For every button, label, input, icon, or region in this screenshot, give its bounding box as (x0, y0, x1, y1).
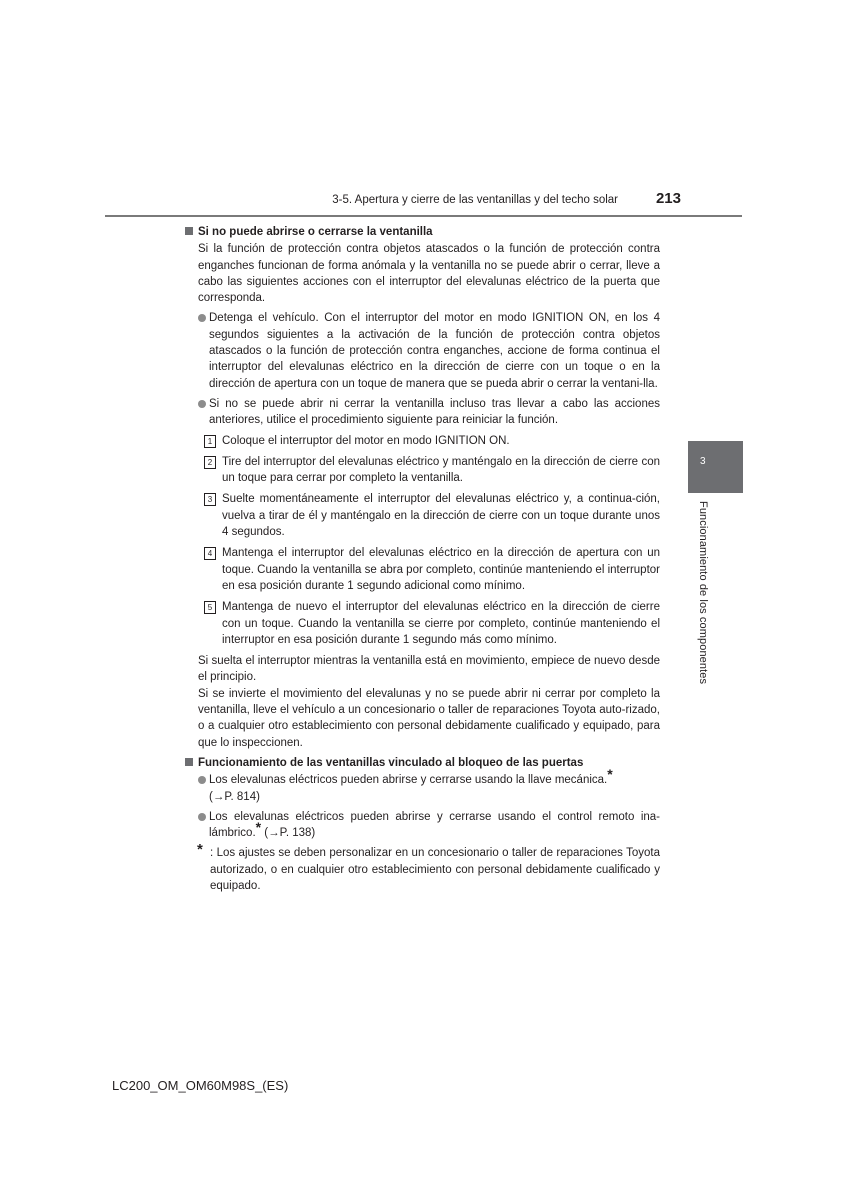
step-number: 1 (204, 435, 216, 448)
bullet-text: Detenga el vehículo. Con el interruptor del motor en modo IGNITION ON, en los 4 segundos siguientes a la activación de la función de protección contra objetos atascados o la función de protección contra enganches, accione de forma continua el interruptor del elevalunas eléctrico en la dirección de cierre con un toque o en la dirección de apertura con un toque de manera que se pueda abrir o cerrar la ventani-lla. (209, 312, 660, 390)
step-text: Mantenga de nuevo el interruptor del elevalunas eléctrico en la dirección de cierre con un toque. Cuando la ventanilla se cierre por completo, continúe manteniendo el interruptor en esa posición durante 1 segundo más como mínimo. (222, 601, 660, 646)
page-header (105, 186, 742, 218)
circle-bullet-icon (198, 400, 206, 408)
page-content (185, 224, 660, 894)
step-number: 5 (204, 601, 216, 614)
step-number: 2 (204, 456, 216, 469)
list-item (185, 396, 660, 429)
step-item (185, 545, 660, 594)
page-number: 213 (655, 190, 681, 207)
note-paragraph: Si suelta el interruptor mientras la ventanilla está en movimiento, empiece de nuevo desde el principio. (198, 655, 660, 684)
section-heading-door-lock (185, 755, 660, 771)
bullet-text: Si no se puede abrir ni cerrar la ventanilla incluso tras llevar a cabo las acciones anteriores, utilice el procedimiento siguiente para reiniciar la función. (209, 397, 660, 427)
chapter-number: 3 (700, 456, 706, 467)
list-item (185, 310, 660, 391)
section-heading-text: Funcionamiento de las ventanillas vinculado al bloqueo de las puertas (198, 756, 584, 769)
bullet-text: Los elevalunas eléctricos pueden abrirse y cerrarse usando el control remoto ina-lámbrico. (209, 810, 660, 840)
header-divider (105, 215, 742, 217)
note-paragraph: Si se invierte el movimiento del elevalunas y no se puede abrir ni cerrar por completo la ventanilla, lleve el vehículo a un concesionario o taller de reparaciones Toyota auto-rizado, o a cualquier otro establecimiento con personal debidamente cualificado y equipado, para que lo inspeccionen. (198, 687, 660, 749)
step-number: 4 (204, 547, 216, 560)
list-item (185, 766, 660, 805)
circle-bullet-icon (198, 314, 206, 322)
asterisk-mark: * (607, 766, 613, 783)
step-item (185, 599, 660, 648)
circle-bullet-icon (198, 776, 206, 784)
step-item (185, 433, 660, 449)
step-text: Tire del interruptor del elevalunas eléctrico y manténgalo en la dirección de cierre con un toque para cerrar por completo la ventanilla. (222, 455, 660, 485)
circle-bullet-icon (198, 813, 206, 821)
step-text: Suelte momentáneamente el interruptor del elevalunas eléctrico y, a continua-ción, vuelva a tirar de él y manténgalo en la dirección de cierre con un toque durante unos 4 segundos. (222, 493, 660, 539)
square-bullet-icon (185, 227, 193, 235)
footnote (185, 841, 660, 894)
step-item (185, 491, 660, 540)
step-text: Coloque el interruptor del motor en modo IGNITION ON. (222, 434, 510, 447)
section-heading-text: Si no puede abrirse o cerrarse la ventanilla (198, 226, 433, 238)
list-item (185, 809, 660, 842)
intro-paragraph: Si la función de protección contra objetos atascados o la función de protección contra enganches funcionan de forma anómala y la ventanilla no se puede abrir o cerrar, lleve a cabo las siguientes acciones con el interruptor del elevalunas eléctrico de la puerta que corresponda. (198, 243, 660, 305)
document-code: LC200_OM_OM60M98S_(ES) (112, 1078, 289, 1093)
chapter-title: Funcionamiento de los componentes (697, 501, 709, 685)
reset-steps (185, 433, 660, 649)
asterisk-mark: * (255, 819, 262, 836)
footnote-text: : Los ajustes se deben personalizar en un concesionario o taller de reparaciones Toyota autorizado, o en cualquier otro establecimiento con personal debidamente cualificado y equipado. (210, 847, 660, 892)
section-heading-window-fail (185, 224, 660, 240)
page-reference: (→P. 138) (261, 827, 316, 840)
bullet-text: Los elevalunas eléctricos pueden abrirse y cerrarse usando la llave mecánica. (209, 774, 608, 787)
header-section-title: 3-5. Apertura y cierre de las ventanillas y del techo solar (332, 194, 618, 206)
step-item (185, 454, 660, 487)
chapter-tab (688, 441, 743, 493)
step-text: Mantenga el interruptor del elevalunas eléctrico en la dirección de apertura con un toque. Cuando la ventanilla se abra por completo, continúe manteniendo el interruptor en esa posición durante 1 segundo adicional como mínimo. (222, 547, 660, 592)
step-number: 3 (204, 493, 216, 506)
square-bullet-icon (185, 758, 193, 766)
footnote-mark: * (197, 841, 203, 859)
page-reference: (→P. 814) (209, 790, 260, 803)
